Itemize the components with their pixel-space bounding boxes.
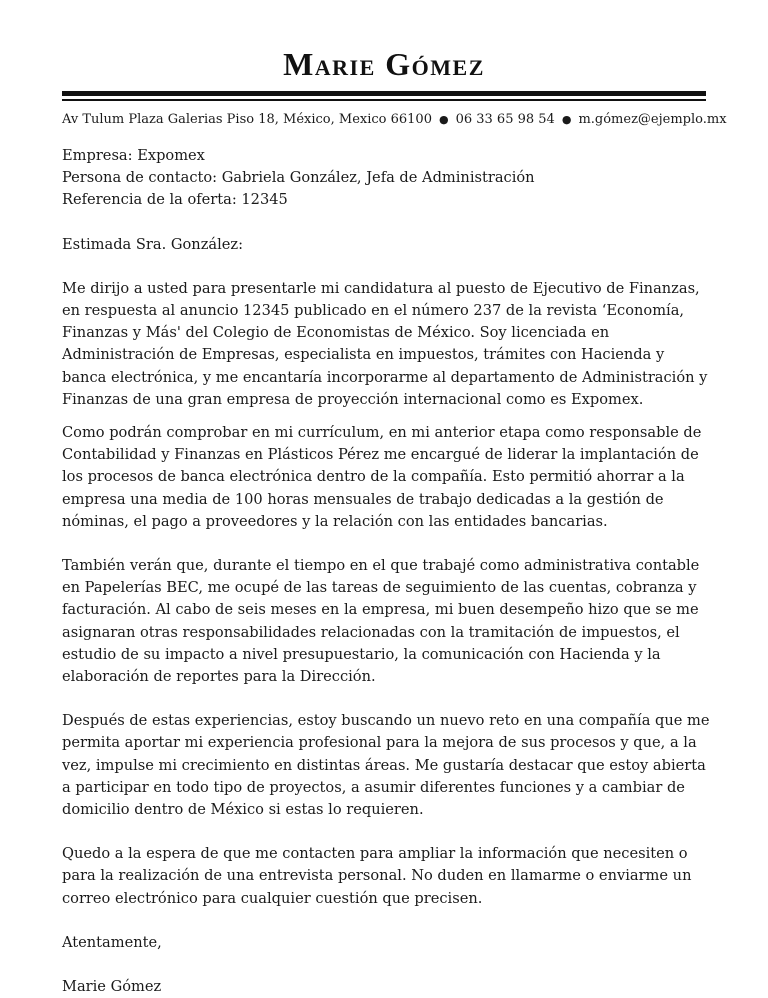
header-rule-thin — [62, 99, 706, 101]
sender-phone: 06 33 65 98 54 — [455, 112, 555, 127]
separator-dot-icon: ● — [438, 113, 449, 126]
paragraph-4: Después de estas experiencias, estoy buscando un nuevo reto en una compañía que me permita aportar mi experiencia profesional para la mejora de sus procesos y que, a la vez, impulse mi crecimiento en distintas áreas. Me gustaría destacar que estoy abierta a participar en todo tipo de proyectos, a asumir diferentes funciones y a cambiar de domicilio dentro de México si estas lo requieren. — [62, 712, 710, 819]
sender-name: Marie Gómez — [283, 46, 485, 82]
sender-email: m.gómez@ejemplo.mx — [578, 112, 727, 127]
offer-reference: Referencia de la oferta: 12345 — [62, 191, 288, 209]
header-rule-thick — [62, 91, 706, 96]
recipient-contact: Persona de contacto: Gabriela González, Jefa de Administración — [62, 169, 535, 187]
paragraph-2: Como podrán comprobar en mi currículum, en mi anterior etapa como responsable de Contabilidad y Finanzas en Plásticos Pérez me encargué de liderar la implantación de los procesos de banca electrónica dentro de la compañía. Esto permitió ahorrar a la empresa una media de 100 horas mensuales de trabajo dedicadas a la gestión de nóminas, el pago a proveedores y la relación con las entidades bancarias. — [62, 424, 702, 530]
contact-line — [62, 110, 727, 130]
sender-address: Av Tulum Plaza Galerias Piso 18, México, Mexico 66100 — [62, 112, 432, 127]
separator-dot-icon: ● — [561, 113, 572, 126]
letter-body — [62, 145, 712, 998]
paragraph-1: Me dirijo a usted para presentarle mi candidatura al puesto de Ejecutivo de Finanzas, en respuesta al anuncio 12345 publicado en el número 237 de la revista ‘Economía, Finanzas y Más' del Colegio de Economistas de México. Soy licenciada en Administración de Empresas, especialista en impuestos, trámites con Hacienda y banca electrónica, y me encantaría incorporarme al departamento de Administración y Finanzas de una gran empresa de proyección internacional como es Expomex. — [62, 279, 708, 408]
paragraph-5: Quedo a la espera de que me contacten para ampliar la información que necesiten o para la realización de una entrevista personal. No duden en llamarme o enviarme un correo electrónico para cualquier cuestión que precisen. — [62, 845, 692, 907]
paragraph-3: También verán que, durante el tiempo en el que trabajé como administrativa contable en Papelerías BEC, me ocupé de las tareas de seguimiento de las cuentas, cobranza y facturación. Al cabo de seis meses en la empresa, mi buen desempeño hizo que se me asignaran otras responsabilidades relacionadas con la tramitación de impuestos, el estudio de su impacto a nivel presupuestario, la comunicación con Hacienda y la elaboración de reportes para la Dirección. — [62, 557, 700, 686]
signature: Marie Gómez — [62, 978, 162, 996]
salutation: Estimada Sra. González: — [62, 235, 243, 253]
recipient-company: Empresa: Expomex — [62, 147, 205, 164]
closing: Atentamente, — [62, 933, 162, 951]
